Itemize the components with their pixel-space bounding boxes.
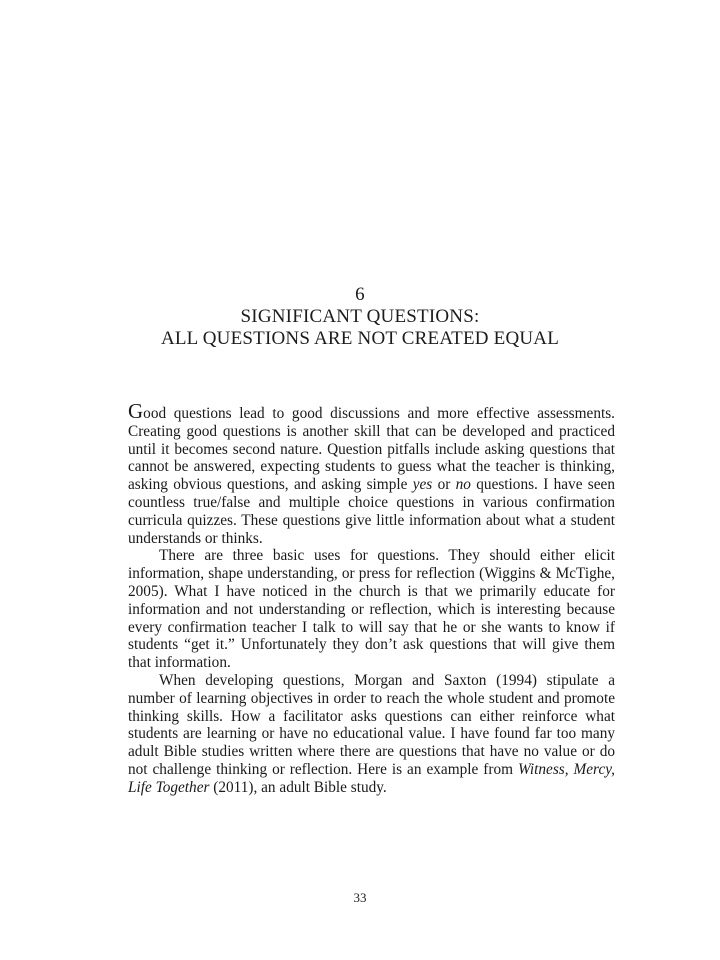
paragraph-2 (128, 547, 615, 672)
text-segment: ood questions lead to good discussions and more effective assessments. Creating good questions is another skill that can be developed and practiced until it becomes second nature. Question pitfalls include asking questions that cannot be answered, expecting students to guess what the teacher is thinking, asking obvious questions, and asking simple (128, 405, 615, 494)
page-number: 33 (353, 890, 367, 905)
text-segment: There are three basic uses for questions. They should either elicit information, shape understanding, or press for reflection (Wiggins & McTighe, 2005). What I have noticed in the church is that we primarily educate for information and not understanding or reflection, which is interesting because every confirmation teacher I talk to will say that he or she wants to know if students “get it.” Unfortunately they don’t ask questions that will give them that information. (128, 547, 615, 672)
italic-yes: yes (412, 476, 433, 494)
chapter-heading (0, 284, 720, 350)
text-segment: or (432, 476, 456, 494)
paragraph-3 (128, 672, 615, 797)
chapter-number: 6 (355, 284, 365, 305)
text-segment: When developing questions, Morgan and Saxton (1994) stipulate a number of learning objectives in order to reach the whole student and promote thinking skills. How a facilitator asks questions can either reinforce what students are learning or have no educational value. I have found far too many adult Bible studies written where there are questions that have no value or do not challenge thinking or reflection. Here is an example from (128, 671, 615, 778)
paragraph-1 (128, 399, 615, 547)
text-segment: (2011), an adult Bible study. (209, 778, 387, 796)
drop-cap: G (128, 399, 144, 423)
text-segment: questions. I have seen countless true/false and multiple choice questions in various confirmation curricula quizzes. These questions give little information about what a student understands or thinks. (128, 476, 615, 547)
chapter-title-line-2: ALL QUESTIONS ARE NOT CREATED EQUAL (160, 328, 560, 349)
italic-no: no (455, 476, 471, 494)
book-title: Witness, Mercy, Life Together (128, 760, 616, 796)
body-text (128, 399, 616, 797)
chapter-title-line-1: SIGNIFICANT QUESTIONS: (240, 306, 480, 327)
